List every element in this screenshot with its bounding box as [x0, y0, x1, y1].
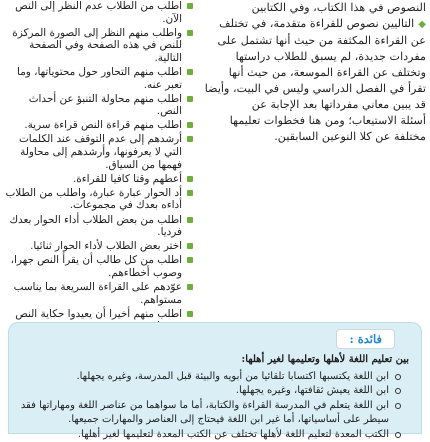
square-bullet-icon [187, 311, 193, 317]
note-item: ابن اللغة يكتسبها اكتسابا تلقائيا من أبويه والبيئة قبل المدرسة، وغيره يجهلها. [19, 370, 389, 385]
square-bullet-icon [187, 243, 193, 249]
intro-line: عن القراءة المكثفة من حيث أنها تشتمل على [198, 33, 426, 49]
steps-list [4, 0, 194, 312]
note-item: الكتب المعدة لتعليم اللغة لأهلها تختلف عن الكتب المعدة لتعليمها لغير أهلها. [19, 428, 389, 442]
square-bullet-icon [187, 30, 193, 36]
square-bullet-icon [187, 284, 193, 290]
circle-bullet-icon [395, 403, 401, 409]
circle-bullet-icon [395, 388, 401, 394]
note-item: ابن اللغة يتعلم في المدرسة القراءة والكتابة، أما ما سواهما من عناصر اللغة ومهاراتها فقد سيطر على أساسياتها، أما غير ابن اللغة فيحتاج إلى العناصر والمهارات جميعها. [19, 399, 389, 428]
step-item: اطلب من الطلاب عدم النظر إلى النص الآن. [4, 0, 194, 25]
step-item: اطلب من كل طالب أن يقرأ النص جهرا، وصوب أخطاءهم. [4, 254, 194, 279]
intro-line: مختلفة عن كلا النوعين السابقين. [198, 129, 426, 145]
circle-bullet-icon [395, 432, 401, 438]
intro-line: وتختلف عن القراءة الموسعة، من حيث أنها [198, 65, 426, 81]
square-bullet-icon [187, 3, 193, 9]
step-item: أرشدهم إلى عدم التوقف عند الكلمات التي لا يعرفونها، وأرشدهم إلى محاولة فهمها من السياق. [4, 133, 194, 171]
step-item: أعطهم وقتا كافيا للقراءة. [4, 173, 194, 186]
step-item: واطلب منهم النظر إلى الصورة المركزة للنص في هذه الصفحة وفي الصفحة التالية. [4, 27, 194, 65]
square-bullet-icon [187, 176, 193, 182]
intro-line: ◆التاليين نصوص للقراءة متقدمة، في تختلف [198, 16, 426, 33]
note-box-body [19, 353, 409, 442]
square-bullet-icon [187, 217, 193, 223]
step-item: اطلب منهم قراءة النص قراءة سرية. [4, 119, 194, 132]
square-bullet-icon [187, 190, 193, 196]
square-bullet-icon [187, 257, 193, 263]
note-item: ابن اللغة يعيش ثقافتها، وغيره يجهلها. [19, 384, 389, 399]
circle-bullet-icon [395, 374, 401, 380]
step-item: اختر بعض الطلاب لأداء الحوار ثنائيا. [4, 240, 194, 253]
square-bullet-icon [187, 122, 193, 128]
intro-line: قد يبين معاني مفرداتها بعد الإجابة عن [198, 97, 426, 113]
intro-paragraph [198, 0, 426, 312]
intro-line: مفردات جديدة، لم يسبق للطلاب دراستها [198, 49, 426, 65]
step-item: اطلب من بعض الطلاب أداء الحوار بعدك فرديا. [4, 214, 194, 239]
step-item: أد الحوار عبارة عبارة، واطلب من الطلاب أداءه بعدك في مجموعات. [4, 187, 194, 212]
step-item: عوّدهم على القراءة السريعة بما يناسب مستواهم. [4, 281, 194, 306]
intro-line: النصوص في هذا الكتاب، وفي الكتابين [198, 0, 426, 16]
note-box [8, 322, 422, 434]
diamond-bullet-icon: ◆ [418, 19, 426, 30]
note-box-title: فائدة : [336, 329, 395, 349]
square-bullet-icon [187, 96, 193, 102]
step-item: اطلب منهم التحاور حول محتوياتها، وما تعبر عنه. [4, 66, 194, 91]
square-bullet-icon [187, 69, 193, 75]
step-item: اطلب منهم محاولة التنبؤ عن أحداث النص. [4, 93, 194, 118]
step-item: اطلب منهم أخيرا أن يعيدوا حكاية النص [4, 308, 194, 333]
intro-line: أسئلة الاستيعاب؛ ومن هنا فخطوات تعليمها [198, 113, 426, 129]
intro-line: تقرأ في الفصل الدراسي وليس في البيت، وأيضا [198, 81, 426, 97]
note-box-lead: بين تعليم اللغة لأهلها وتعليمها لغير أهلها: [19, 353, 409, 368]
square-bullet-icon [187, 136, 193, 142]
